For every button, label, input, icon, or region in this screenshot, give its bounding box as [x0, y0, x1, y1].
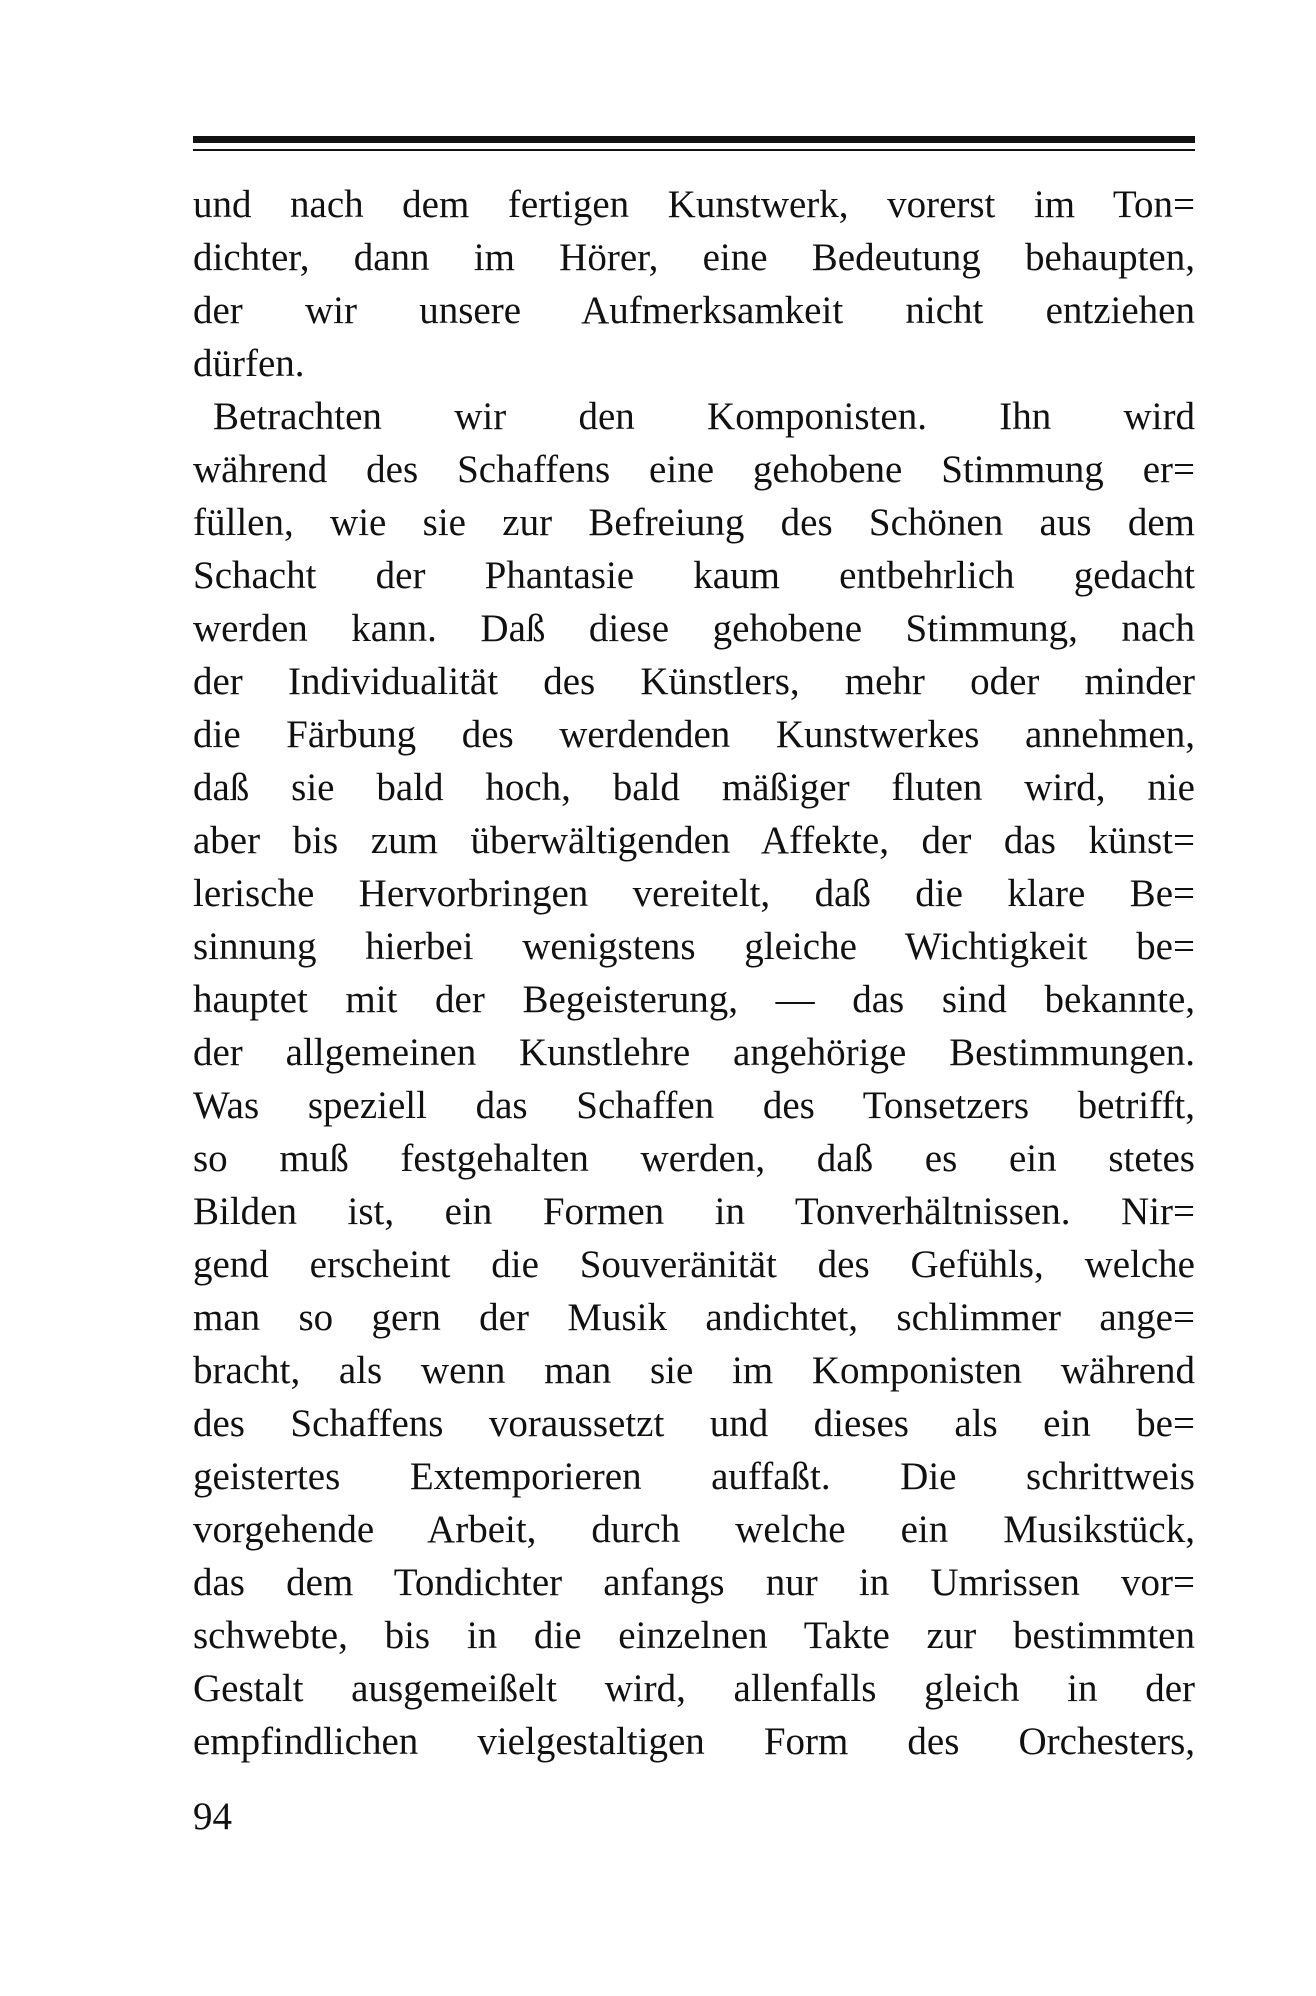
text-line: bracht, als wenn man sie im Komponisten während — [193, 1349, 1195, 1392]
text-line: Betrachten wir den Komponisten. Ihn wird — [213, 395, 1195, 438]
text-line: werden kann. Daß diese gehobene Stimmung, nach — [193, 607, 1195, 650]
text-line: der wir unsere Aufmerksamkeit nicht entziehen — [193, 289, 1195, 332]
text-line: die Färbung des werdenden Kunstwerkes annehmen, — [193, 713, 1195, 756]
text-line: lerische Hervorbringen vereitelt, daß die klare Be= — [193, 872, 1195, 915]
header-rule-thin — [193, 149, 1195, 151]
text-line: Schacht der Phantasie kaum entbehrlich gedacht — [193, 554, 1195, 597]
text-line: sinnung hierbei wenigstens gleiche Wichtigkeit be= — [193, 925, 1195, 968]
text-line: aber bis zum überwältigenden Affekte, der das künst= — [193, 819, 1195, 862]
text-line: und nach dem fertigen Kunstwerk, vorerst im Ton= — [193, 183, 1195, 226]
text-line: während des Schaffens eine gehobene Stimmung er= — [193, 448, 1195, 491]
text-line: geistertes Extemporieren auffaßt. Die schrittweis — [193, 1455, 1195, 1498]
text-line: vorgehende Arbeit, durch welche ein Musikstück, — [193, 1508, 1195, 1551]
text-line: schwebte, bis in die einzelnen Takte zur bestimmten — [193, 1614, 1195, 1657]
header-rule-thick — [193, 136, 1195, 143]
text-line: man so gern der Musik andichtet, schlimmer ange= — [193, 1296, 1195, 1339]
text-line: der allgemeinen Kunstlehre angehörige Bestimmungen. — [193, 1031, 1195, 1074]
text-line: so muß festgehalten werden, daß es ein stetes — [193, 1137, 1195, 1180]
body-text — [193, 178, 1195, 1768]
text-line: empfindlichen vielgestaltigen Form des Orchesters, — [193, 1720, 1195, 1763]
text-line: des Schaffens voraussetzt und dieses als ein be= — [193, 1402, 1195, 1445]
text-line: Bilden ist, ein Formen in Tonverhältnissen. Nir= — [193, 1190, 1195, 1233]
text-line: der Individualität des Künstlers, mehr oder minder — [193, 660, 1195, 703]
text-line: Was speziell das Schaffen des Tonsetzers betrifft, — [193, 1084, 1195, 1127]
text-line: füllen, wie sie zur Befreiung des Schönen aus dem — [193, 501, 1195, 544]
text-line: Gestalt ausgemeißelt wird, allenfalls gleich in der — [193, 1667, 1195, 1710]
page-number: 94 — [193, 1795, 232, 1838]
text-line: das dem Tondichter anfangs nur in Umrissen vor= — [193, 1561, 1195, 1604]
text-line: daß sie bald hoch, bald mäßiger fluten wird, nie — [193, 766, 1195, 809]
text-line: gend erscheint die Souveränität des Gefühls, welche — [193, 1243, 1195, 1286]
text-line: hauptet mit der Begeisterung, — das sind bekannte, — [193, 978, 1195, 1021]
text-line: dichter, dann im Hörer, eine Bedeutung behaupten, — [193, 236, 1195, 279]
text-line: dürfen. — [193, 342, 305, 385]
